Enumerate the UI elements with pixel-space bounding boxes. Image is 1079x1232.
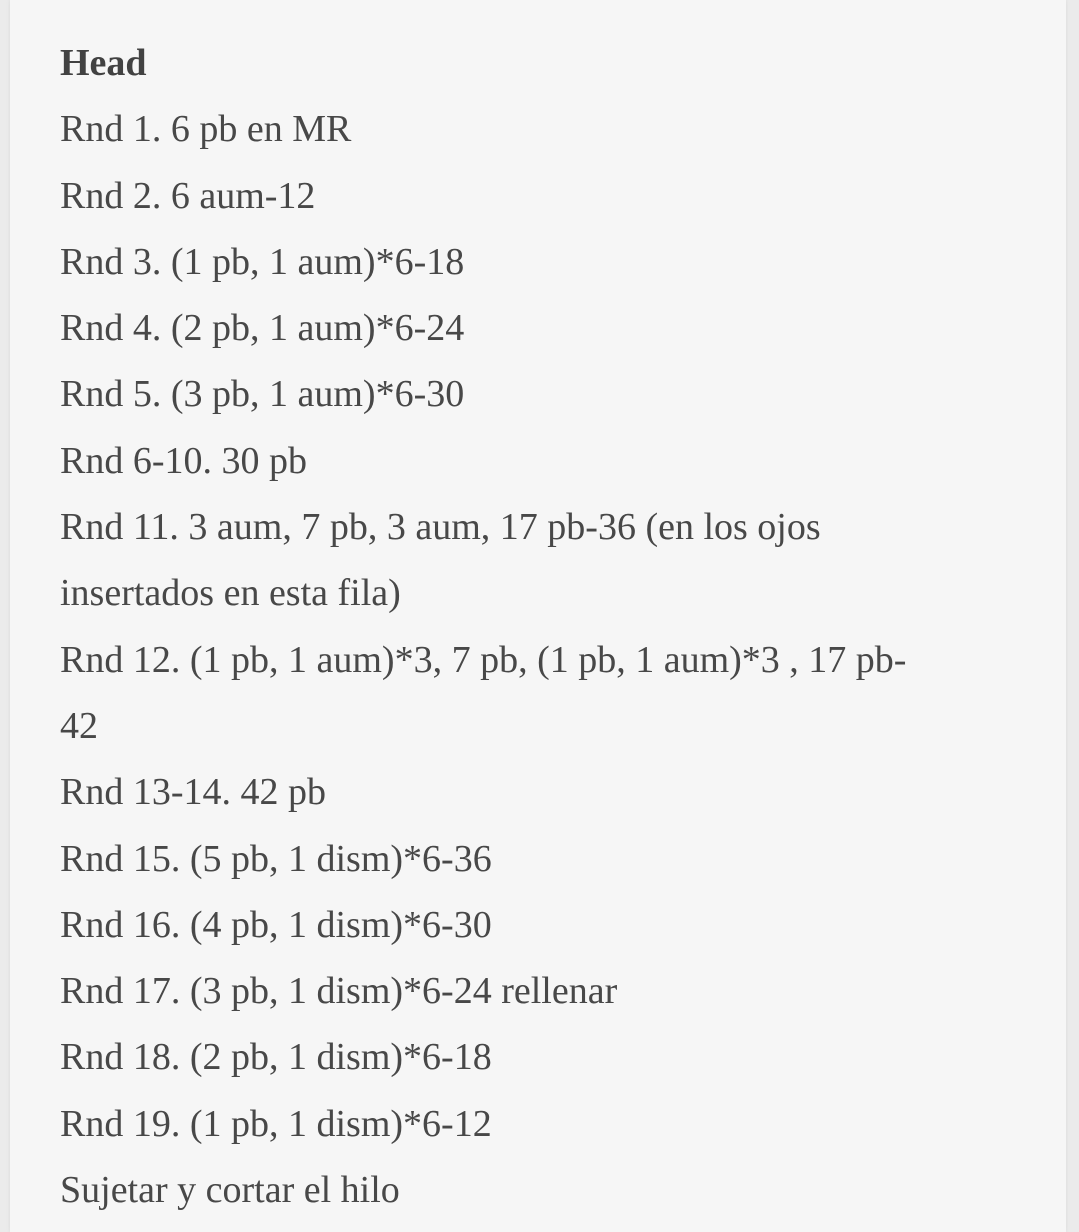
pattern-line: insertados en esta fila) — [60, 572, 401, 615]
pattern-text — [60, 30, 1040, 1223]
pattern-line: Rnd 1. 6 pb en MR — [60, 108, 352, 151]
pattern-line: Rnd 11. 3 aum, 7 pb, 3 aum, 17 pb-36 (en los ojos — [60, 506, 821, 549]
closing-line: Sujetar y cortar el hilo — [60, 1169, 400, 1212]
pattern-line: 42 — [60, 704, 98, 747]
pattern-line: Rnd 2. 6 aum-12 — [60, 174, 316, 217]
pattern-line: Rnd 5. (3 pb, 1 aum)*6-30 — [60, 373, 465, 416]
pattern-line: Rnd 13-14. 42 pb — [60, 771, 326, 814]
pattern-line: Rnd 17. (3 pb, 1 dism)*6-24 rellenar — [60, 970, 618, 1013]
pattern-line: Rnd 18. (2 pb, 1 dism)*6-18 — [60, 1036, 492, 1079]
pattern-line: Rnd 16. (4 pb, 1 dism)*6-30 — [60, 903, 492, 946]
pattern-line: Rnd 15. (5 pb, 1 dism)*6-36 — [60, 837, 492, 880]
pattern-line: Rnd 3. (1 pb, 1 aum)*6-18 — [60, 240, 465, 283]
pattern-line: Rnd 6-10. 30 pb — [60, 439, 307, 482]
pattern-line: Rnd 4. (2 pb, 1 aum)*6-24 — [60, 307, 465, 350]
pattern-line: Rnd 12. (1 pb, 1 aum)*3, 7 pb, (1 pb, 1 aum)*3 , 17 pb- — [60, 638, 907, 681]
pattern-line: Rnd 19. (1 pb, 1 dism)*6-12 — [60, 1102, 492, 1145]
document-page — [10, 0, 1066, 1232]
section-title: Head — [60, 42, 147, 84]
